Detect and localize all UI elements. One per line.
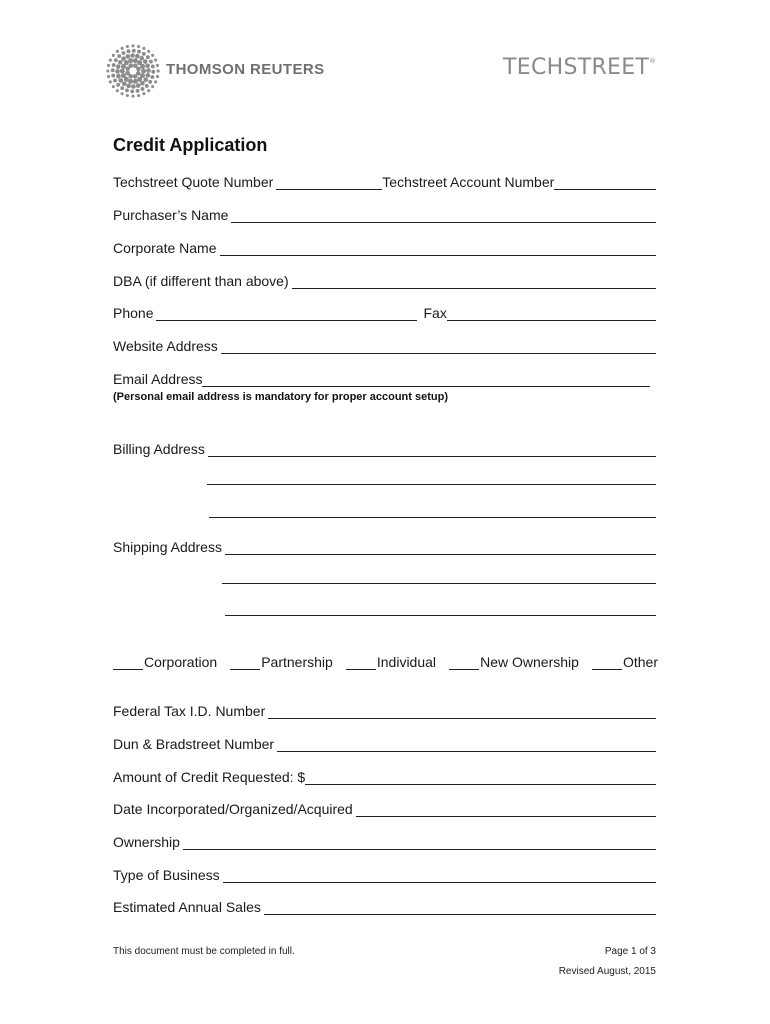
quote-number-label: Techstreet Quote Number xyxy=(113,174,274,190)
phone-field[interactable] xyxy=(156,305,417,321)
ownership-field[interactable] xyxy=(183,834,656,850)
quote-account-row xyxy=(113,170,656,190)
billing-address-line-3[interactable] xyxy=(209,517,656,518)
annual-sales-label: Estimated Annual Sales xyxy=(113,899,261,915)
email-field[interactable] xyxy=(202,371,650,387)
footer-note: This document must be completed in full. xyxy=(113,946,295,957)
annual-sales-row xyxy=(113,895,656,915)
corporate-name-row xyxy=(113,236,656,256)
annual-sales-field[interactable] xyxy=(264,899,656,915)
billing-address-line-2[interactable] xyxy=(207,484,656,485)
purchaser-name-row xyxy=(113,203,656,223)
dba-label: DBA (if different than above) xyxy=(113,273,289,289)
fax-field[interactable] xyxy=(447,305,656,321)
purchaser-name-label: Purchaser’s Name xyxy=(113,207,229,223)
billing-address-label: Billing Address xyxy=(113,441,205,457)
revision-date: Revised August, 2015 xyxy=(558,966,656,977)
entity-type-option[interactable] xyxy=(113,650,217,670)
entity-type-label: Individual xyxy=(376,654,437,670)
entity-type-label: Partnership xyxy=(261,654,333,670)
entity-type-label: Corporation xyxy=(144,654,218,670)
date-incorporated-field[interactable] xyxy=(356,801,656,817)
shipping-address-field[interactable] xyxy=(225,539,656,555)
account-number-label: Techstreet Account Number xyxy=(382,174,555,190)
dba-row xyxy=(113,269,656,289)
federal-tax-id-field[interactable] xyxy=(268,703,656,719)
entity-type-blank[interactable] xyxy=(113,654,143,670)
shipping-address-line-3[interactable] xyxy=(225,615,656,616)
website-field[interactable] xyxy=(221,338,656,354)
billing-address-field[interactable] xyxy=(208,441,656,457)
type-of-business-field[interactable] xyxy=(223,867,656,883)
corporate-name-label: Corporate Name xyxy=(113,240,217,256)
document-header xyxy=(0,0,770,110)
date-incorporated-label: Date Incorporated/Organized/Acquired xyxy=(113,801,353,817)
website-row xyxy=(113,334,656,354)
federal-tax-id-row xyxy=(113,699,656,719)
entity-type-blank[interactable] xyxy=(346,654,376,670)
phone-label: Phone xyxy=(113,305,154,321)
entity-type-option[interactable] xyxy=(449,650,579,670)
credit-requested-field[interactable] xyxy=(305,769,656,785)
page-number: Page 1 of 3 xyxy=(604,946,656,957)
entity-type-label: New Ownership xyxy=(480,654,579,670)
thomson-reuters-logo-text: THOMSON REUTERS xyxy=(166,61,325,78)
shipping-address-line-2[interactable] xyxy=(222,583,656,584)
entity-type-blank[interactable] xyxy=(592,654,622,670)
dun-bradstreet-label: Dun & Bradstreet Number xyxy=(113,736,275,752)
website-label: Website Address xyxy=(113,338,218,354)
date-incorporated-row xyxy=(113,797,656,817)
dba-field[interactable] xyxy=(292,273,656,289)
credit-requested-label: Amount of Credit Requested: $ xyxy=(113,769,306,785)
type-of-business-row xyxy=(113,863,656,883)
ownership-row xyxy=(113,830,656,850)
quote-number-field[interactable] xyxy=(276,174,382,190)
purchaser-name-field[interactable] xyxy=(231,207,656,223)
type-of-business-label: Type of Business xyxy=(113,867,220,883)
entity-type-blank[interactable] xyxy=(230,654,260,670)
entity-type-option[interactable] xyxy=(230,650,333,670)
dun-bradstreet-row xyxy=(113,732,656,752)
fax-label: Fax xyxy=(423,305,447,321)
entity-type-option[interactable] xyxy=(592,650,658,670)
account-number-field[interactable] xyxy=(554,174,656,190)
email-row xyxy=(113,367,650,387)
entity-type-options xyxy=(113,650,658,670)
federal-tax-id-label: Federal Tax I.D. Number xyxy=(113,703,266,719)
entity-type-label: Other xyxy=(622,654,658,670)
entity-type-option[interactable] xyxy=(346,650,436,670)
phone-fax-row xyxy=(113,301,656,321)
shipping-address-label: Shipping Address xyxy=(113,539,222,555)
billing-address-row xyxy=(113,437,656,457)
page-title: Credit Application xyxy=(113,135,268,155)
email-note: (Personal email address is mandatory for proper account setup) xyxy=(113,391,448,403)
techstreet-logo: TECHSTREET® xyxy=(503,55,657,80)
corporate-name-field[interactable] xyxy=(220,240,657,256)
ownership-label: Ownership xyxy=(113,834,180,850)
shipping-address-row xyxy=(113,535,656,555)
thomson-reuters-dot-logo-icon xyxy=(104,42,162,100)
credit-requested-row xyxy=(113,765,656,785)
entity-type-blank[interactable] xyxy=(449,654,479,670)
dun-bradstreet-field[interactable] xyxy=(277,736,656,752)
email-label: Email Address xyxy=(113,371,203,387)
